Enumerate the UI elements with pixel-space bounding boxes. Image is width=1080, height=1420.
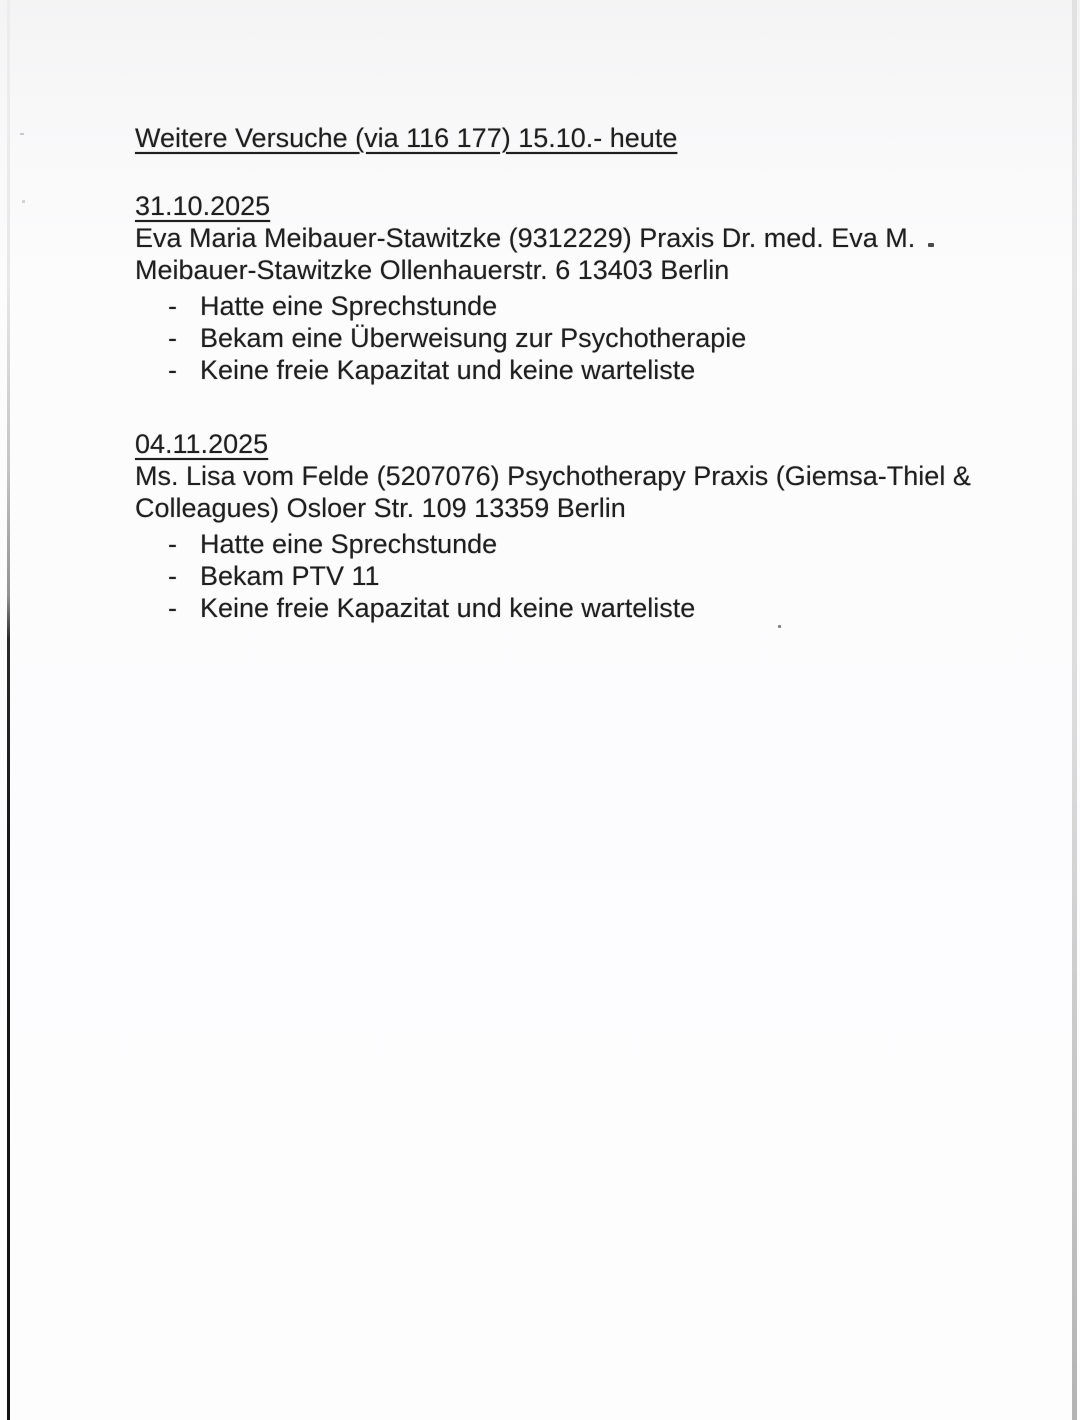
- bullet-text: Keine freie Kapazitat und keine warteliste: [200, 355, 696, 385]
- list-item: [135, 592, 1035, 624]
- bullet-text: Hatte eine Sprechstunde: [200, 529, 498, 559]
- list-item: [135, 354, 1035, 386]
- entry-date: 31.10.2025: [135, 191, 271, 221]
- bullet-list: [135, 290, 1035, 386]
- list-item: [135, 528, 1035, 560]
- entry-date: 04.11.2025: [135, 429, 269, 459]
- bullet-text: Bekam eine Überweisung zur Psychotherapie: [200, 323, 747, 353]
- bullet-dash: -: [168, 529, 177, 559]
- scan-left-edge-artifact: [7, 0, 10, 1420]
- document-title: Weitere Versuche (via 116 177) 15.10.- heute: [135, 123, 678, 153]
- bullet-list: [135, 528, 1035, 624]
- list-item: [135, 560, 1035, 592]
- provider-line: Colleagues) Osloer Str. 109 13359 Berlin: [135, 493, 626, 523]
- scan-edge-tick: [20, 133, 24, 135]
- scan-edge-tick: [22, 200, 25, 203]
- provider-line: Meibauer-Stawitzke Ollenhauerstr. 6 13403 Berlin: [135, 255, 730, 285]
- provider-line: Eva Maria Meibauer-Stawitzke (9312229) Praxis Dr. med. Eva M.: [135, 223, 916, 253]
- bullet-text: Keine freie Kapazitat und keine warteliste: [200, 593, 696, 623]
- provider-line: Ms. Lisa vom Felde (5207076) Psychotherapy Praxis (Giemsa-Thiel &: [135, 461, 971, 491]
- bullet-dash: -: [168, 323, 177, 353]
- bullet-dash: -: [168, 561, 177, 591]
- bullet-text: Bekam PTV 11: [200, 561, 380, 591]
- bullet-dash: -: [168, 355, 177, 385]
- bullet-text: Hatte eine Sprechstunde: [200, 291, 498, 321]
- entry-31-10: [135, 190, 1035, 386]
- entry-04-11: [135, 428, 1035, 624]
- document-content: [135, 122, 1035, 666]
- list-item: [135, 290, 1035, 322]
- bullet-dash: -: [168, 593, 177, 623]
- bullet-dash: -: [168, 291, 177, 321]
- list-item: [135, 322, 1035, 354]
- scan-right-edge-artifact: [1072, 0, 1077, 1420]
